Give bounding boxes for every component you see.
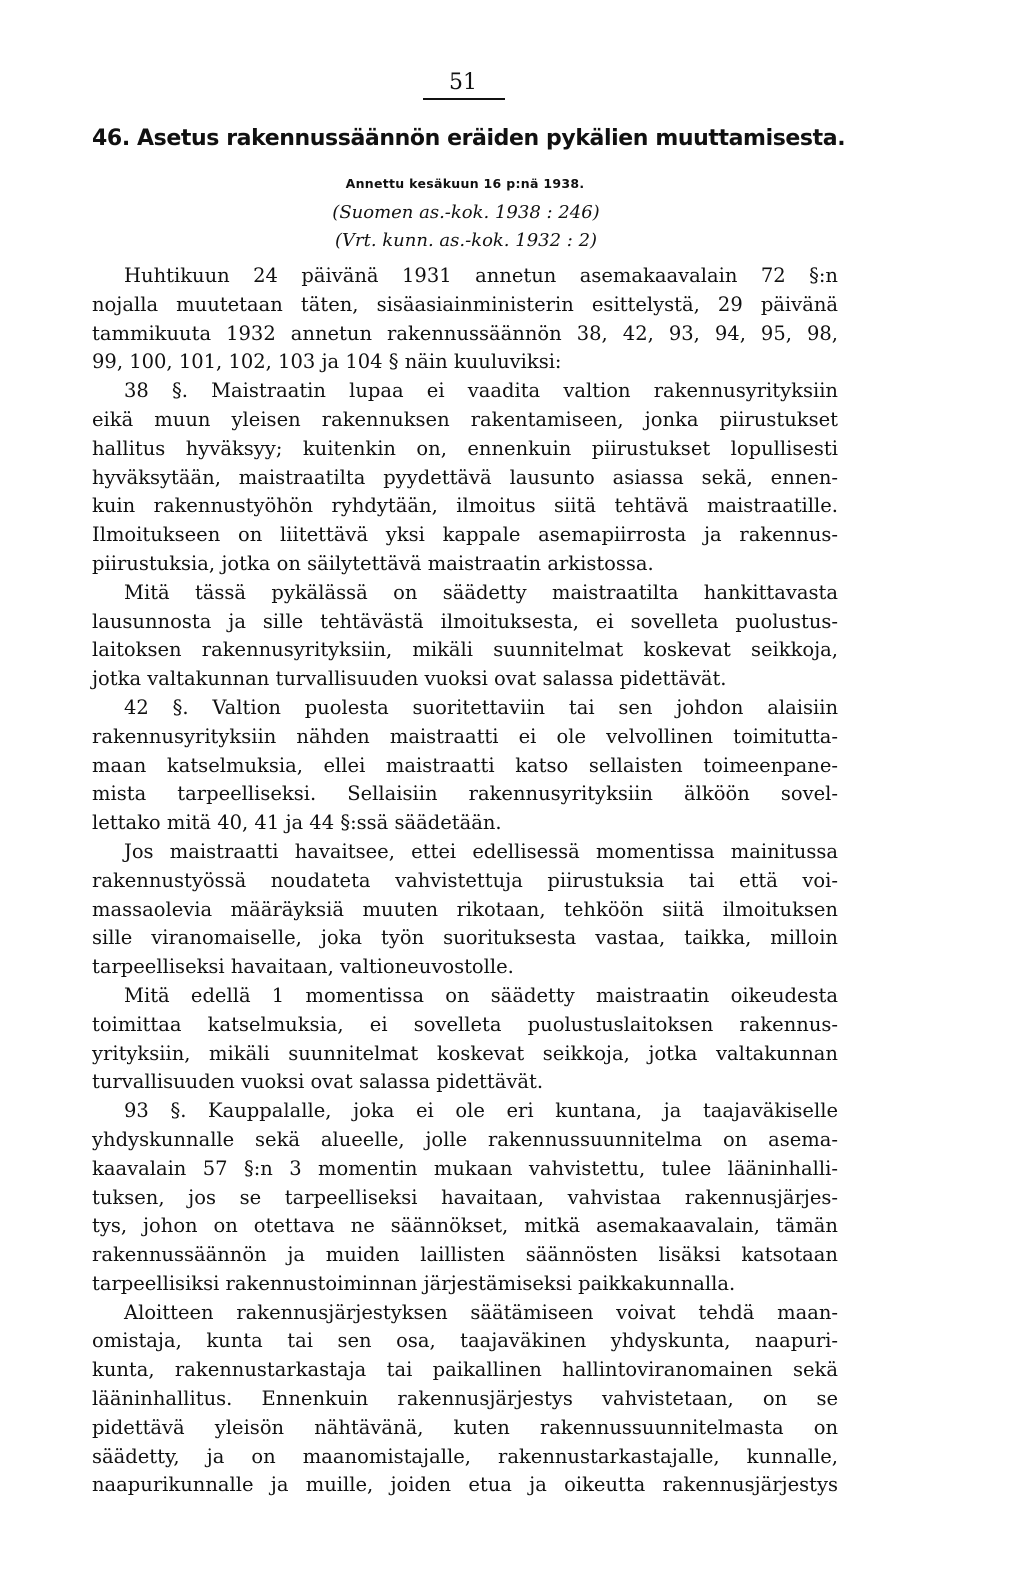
text-line: lääninhallitus. Ennenkuin rakennusjärjestys vahvistetaan, on se	[92, 1387, 838, 1411]
text-line: omistaja, kunta tai sen osa, taajaväkinen yhdyskunta, naapuri-	[92, 1329, 838, 1353]
text-line: lausunnosta ja sille tehtävästä ilmoituksesta, ei sovelleta puolustus-	[92, 609, 838, 633]
text-line: massaolevia määräyksiä muuten rikotaan, tehköön siitä ilmoituksen	[92, 897, 838, 921]
text-line: Ilmoitukseen on liitettävä yksi kappale asemapiirrosta ja rakennus-	[92, 523, 838, 547]
text-line: pidettävä yleisön nähtävänä, kuten rakennussuunnitelmasta on	[92, 1415, 838, 1439]
text-line: säädetty, ja on maanomistajalle, rakennustarkastajalle, kunnalle,	[92, 1444, 838, 1468]
text-line: Mitä edellä 1 momentissa on säädetty maistraatin oikeudesta	[124, 983, 838, 1007]
text-line: eikä muun yleisen rakennuksen rakentamiseen, jonka piirustukset	[92, 407, 838, 431]
text-line: yrityksiin, mikäli suunnitelmat koskevat seikkoja, jotka valtakunnan	[92, 1041, 838, 1065]
reference-municipal-collection: (Vrt. kunn. as.-kok. 1932 : 2)	[334, 230, 598, 251]
decree-body	[92, 262, 838, 1500]
text-line: 99, 100, 101, 102, 103 ja 104 § näin kuuluviksi:	[92, 350, 562, 374]
page-number-rule	[423, 98, 505, 100]
text-line: turvallisuuden vuoksi ovat salassa pidettävät.	[92, 1070, 544, 1094]
text-line: naapurikunnalle ja muille, joiden etua ja oikeutta rakennusjärjestys	[92, 1473, 838, 1497]
text-line: kaavalain 57 §:n 3 momentin mukaan vahvistettu, tulee lääninhalli-	[92, 1156, 838, 1180]
text-line: maan katselmuksia, ellei maistraatti katso sellaisten toimeenpane-	[92, 753, 838, 777]
text-line: Mitä tässä pykälässä on säädetty maistraatilta hankittavasta	[124, 580, 838, 604]
text-line: tuksen, jos se tarpeelliseksi havaitaan, vahvistaa rakennusjärjes-	[92, 1185, 838, 1209]
text-line: tarpeellisiksi rakennustoiminnan järjestämiseksi paikkakunnalla.	[92, 1271, 736, 1295]
section-38-start: 38 §. Maistraatin lupaa ei vaadita valtion rakennusyrityksiin	[124, 379, 838, 403]
text-line: kuin rakennustyöhön ryhdytään, ilmoitus siitä tehtävä maistraatille.	[92, 494, 838, 518]
text-line: yhdyskunnalle sekä alueelle, jolle rakennussuunnitelma on asema-	[92, 1127, 838, 1151]
text-line: nojalla muutetaan täten, sisäasiainministerin esittelystä, 29 päivänä	[92, 292, 838, 316]
text-line: Huhtikuun 24 päivänä 1931 annetun asemakaavalain 72 §:n	[124, 264, 838, 287]
text-line: Aloitteen rakennusjärjestyksen säätämiseen voivat tehdä maan-	[124, 1300, 838, 1324]
text-line: piirustuksia, jotka on säilytettävä maistraatin arkistossa.	[92, 551, 654, 575]
text-line: kunta, rakennustarkastaja tai paikallinen hallintoviranomainen sekä	[92, 1358, 838, 1382]
text-line: rakennusyrityksiin nähden maistraatti ei ole velvollinen toimitutta-	[92, 724, 838, 748]
text-line: laitoksen rakennusyrityksiin, mikäli suunnitelmat koskevat seikkoja,	[92, 638, 838, 662]
text-line: hallitus hyväksyy; kuitenkin on, ennenkuin piirustukset lopullisesti	[92, 436, 838, 460]
section-42-start: 42 §. Valtion puolesta suoritettaviin tai sen johdon alaisiin	[124, 695, 838, 719]
text-line: tarpeelliseksi havaitaan, valtioneuvostolle.	[92, 955, 514, 979]
text-line: rakennustyössä noudateta vahvistettuja piirustuksia tai että voi-	[92, 868, 838, 892]
enacted-date: Annettu kesäkuun 16 p:nä 1938.	[345, 176, 585, 191]
text-line: mista tarpeelliseksi. Sellaisiin rakennusyrityksiin älköön sovel-	[92, 782, 838, 806]
text-line: lettako mitä 40, 41 ja 44 §:ssä säädetään.	[92, 811, 502, 835]
text-line: sille viranomaiselle, joka työn suorituksesta vastaa, taikka, milloin	[92, 926, 838, 950]
text-line: rakennussäännön ja muiden laillisten säännösten lisäksi katsotaan	[92, 1243, 838, 1267]
decree-heading: 46. Asetus rakennussäännön eräiden pykälien muuttamisesta.	[92, 126, 846, 151]
page-number: 51	[449, 70, 477, 95]
text-line: toimittaa katselmuksia, ei sovelleta puolustuslaitoksen rakennus-	[92, 1012, 838, 1036]
text-line: Jos maistraatti havaitsee, ettei edellisessä momentissa mainitussa	[124, 839, 838, 863]
section-93-start: 93 §. Kauppalalle, joka ei ole eri kuntana, ja taajaväkiselle	[124, 1099, 838, 1123]
text-line: tammikuuta 1932 annetun rakennussäännön 38, 42, 93, 94, 95, 98,	[92, 321, 838, 345]
text-line: jotka valtakunnan turvallisuuden vuoksi ovat salassa pidettävät.	[92, 667, 727, 691]
text-line: hyväksytään, maistraatilta pyydettävä lausunto asiassa sekä, ennen-	[92, 465, 838, 489]
reference-statute-collection: (Suomen as.-kok. 1938 : 246)	[332, 202, 600, 223]
text-line: tys, johon on otettava ne säännökset, mitkä asemakaavalain, tämän	[92, 1214, 838, 1238]
